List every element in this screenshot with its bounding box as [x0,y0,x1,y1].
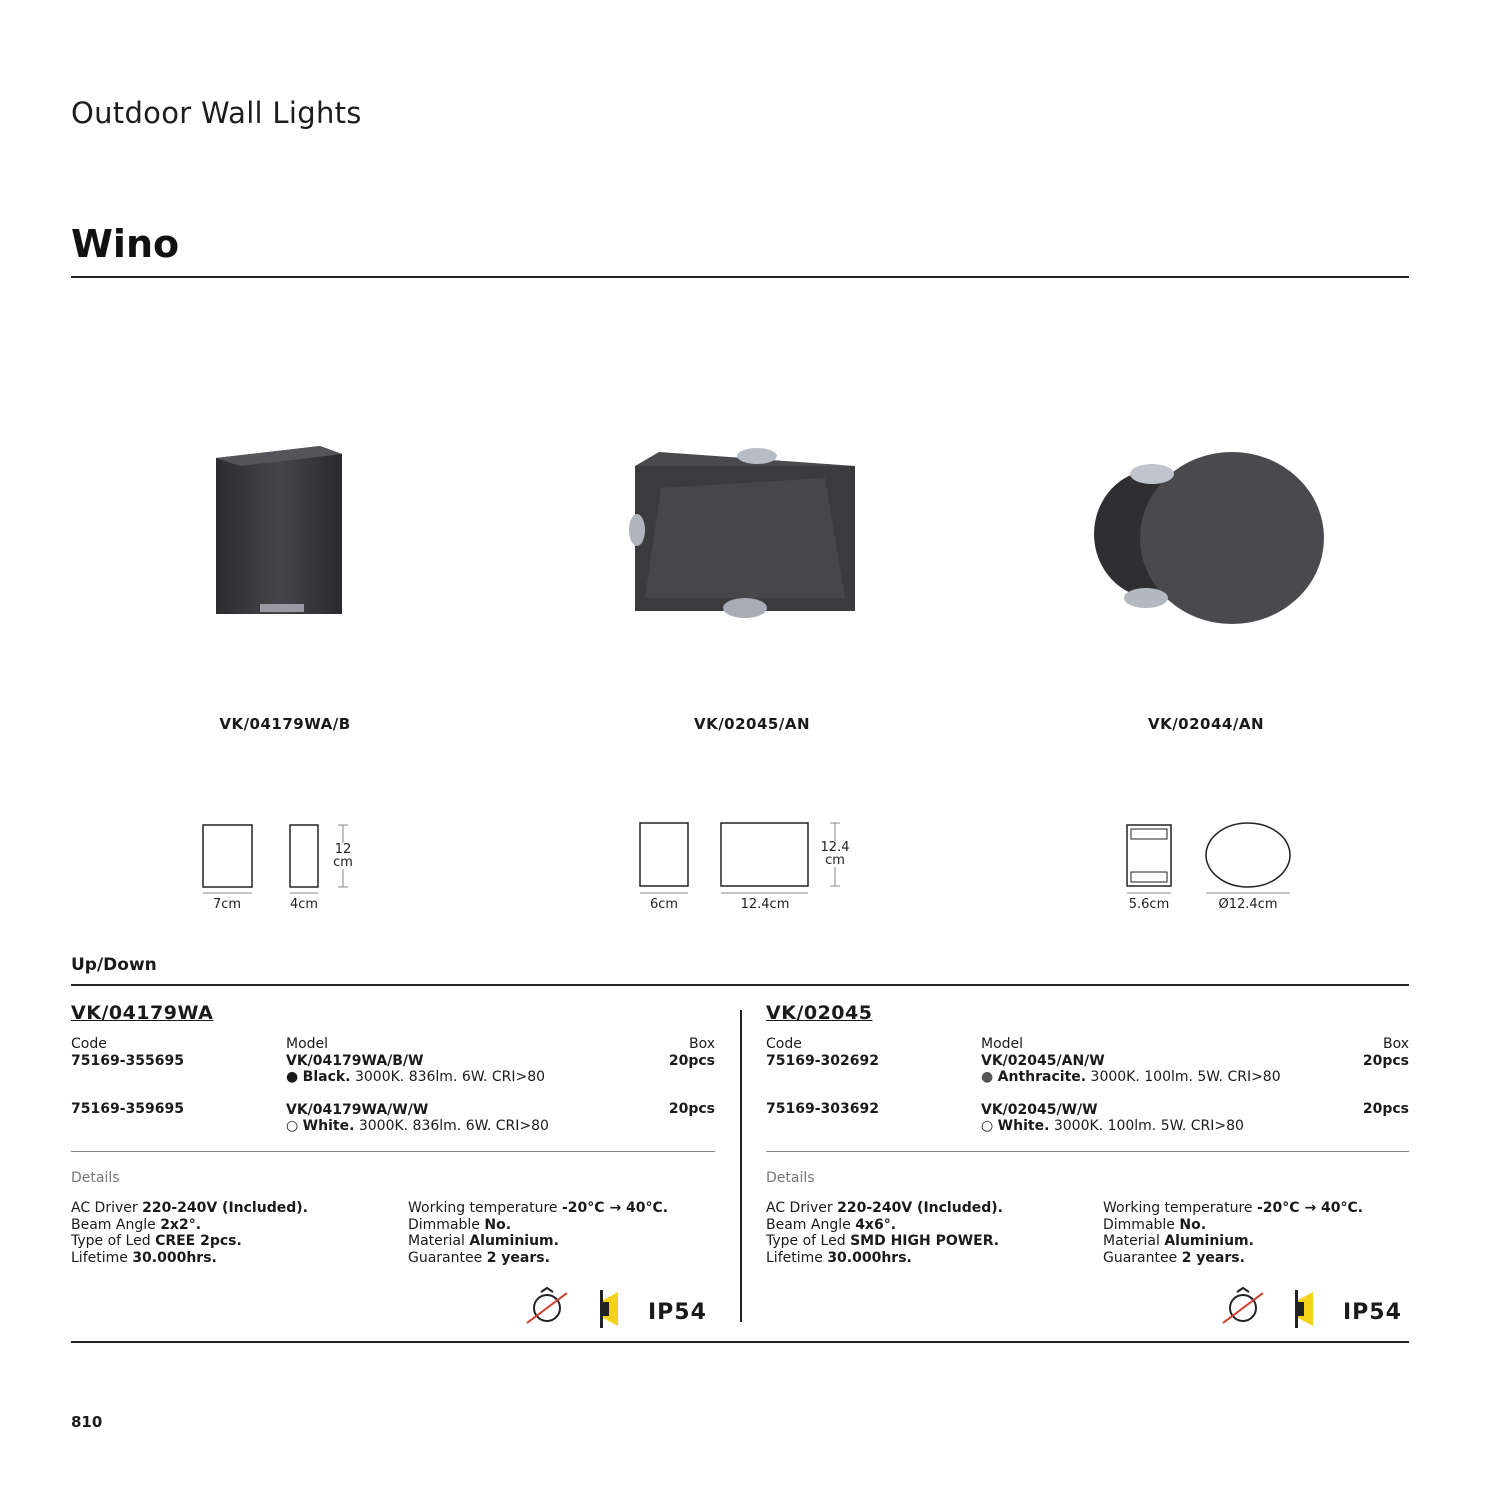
dimension-label: Ø12.4cm [1218,897,1278,912]
spec-title: VK/02045 [766,1002,873,1024]
box-column: Box 20pcs 20pcs [1362,1036,1409,1117]
model-column: Model VK/04179WA/B/W ● Black. 3000K. 836lm. 6W. CRI>80 VK/04179WA/W/W ○ White. 3000K. 836lm. 6W. CRI>80 [286,1036,549,1134]
dimension-label: 6cm [649,897,679,912]
height-label: 12 cm [329,843,357,869]
details-right: Working temperature -20°C → 40°C. Dimmable No. Material Aluminium. Guarantee 2 years. [1103,1200,1364,1266]
header-rule [71,276,1409,278]
details-left: AC Driver 220-240V (Included). Beam Angle 2x2°. Type of Led CREE 2pcs. Lifetime 30.000hrs. [71,1200,308,1266]
column-divider [740,1010,742,1322]
footer-rule [71,1341,1409,1343]
no-dimmer-icon [522,1285,572,1327]
product-image-vk04179wa [200,440,360,620]
ip-rating: IP54 [648,1300,707,1325]
page-number: 810 [71,1413,103,1431]
wall-mount-icon [596,1288,624,1330]
dimension-drawing [1120,815,1300,900]
product-label: VK/04179WA/B [219,715,351,733]
dimension-label: 7cm [212,897,242,912]
spec-title: VK/04179WA [71,1002,214,1024]
model-column: Model VK/02045/AN/W ● Anthracite. 3000K. 100lm. 5W. CRI>80 VK/02045/W/W ○ White. 3000K. 100lm. 5W. CRI>80 [981,1036,1281,1134]
product-label: VK/02044/AN [1147,715,1265,733]
ip-rating: IP54 [1343,1300,1402,1325]
details-label: Details [766,1170,815,1186]
code-column: Code 75169-302692 75169-303692 [766,1036,879,1117]
details-rule [71,1151,715,1152]
product-label: VK/02045/AN [693,715,811,733]
wall-mount-icon [1291,1288,1319,1330]
category-title: Outdoor Wall Lights [71,96,362,130]
dimension-label: 4cm [289,897,319,912]
details-label: Details [71,1170,120,1186]
no-dimmer-icon [1218,1285,1268,1327]
details-right: Working temperature -20°C → 40°C. Dimmable No. Material Aluminium. Guarantee 2 years. [408,1200,669,1266]
details-left: AC Driver 220-240V (Included). Beam Angle 4x6°. Type of Led SMD HIGH POWER. Lifetime 30.000hrs. [766,1200,1003,1266]
height-label: 12.4 cm [815,841,855,867]
product-image-vk02045 [625,448,865,620]
code-column: Code 75169-355695 75169-359695 [71,1036,184,1117]
section-rule [71,984,1409,986]
section-title: Up/Down [71,955,157,975]
dimension-label: 5.6cm [1128,897,1170,912]
details-rule [766,1151,1409,1152]
dimension-label: 12.4cm [740,897,790,912]
family-title: Wino [71,222,180,266]
product-image-vk02044 [1082,452,1332,632]
box-column: Box 20pcs 20pcs [668,1036,715,1117]
